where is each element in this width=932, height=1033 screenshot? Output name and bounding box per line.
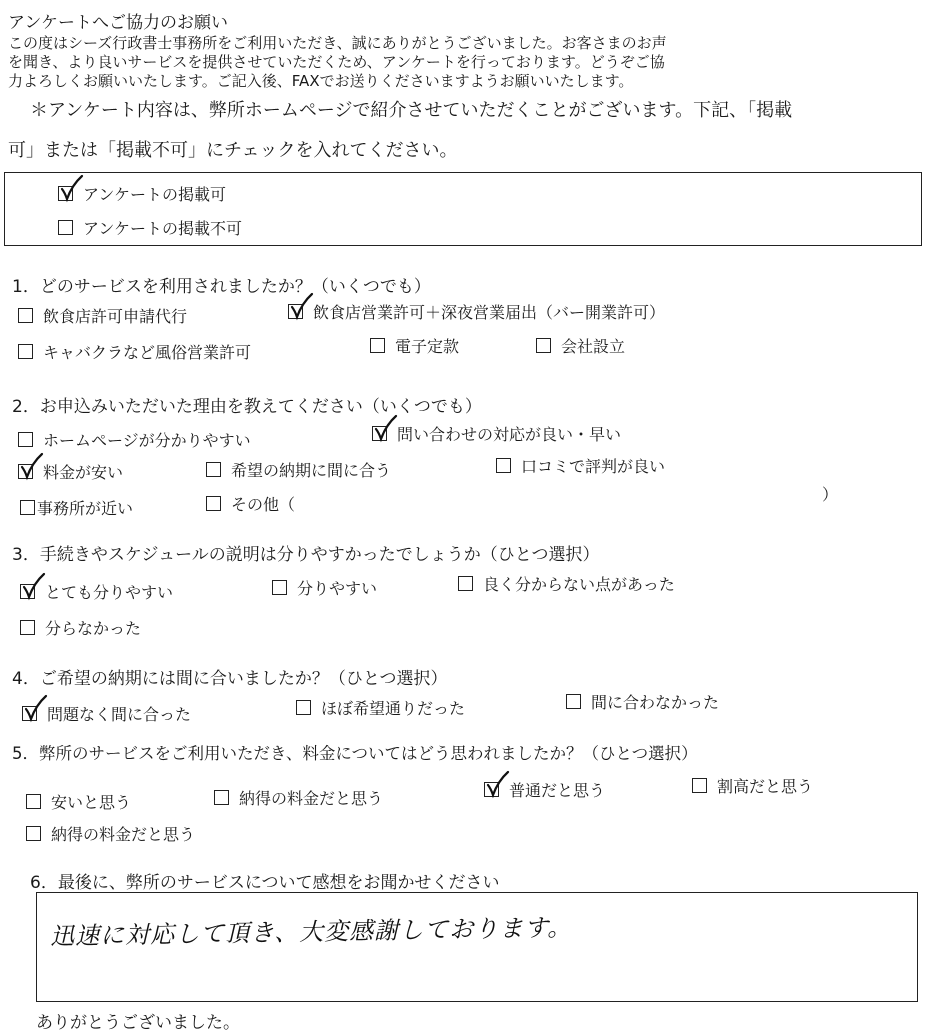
checkbox[interactable] [692,778,707,793]
q4-option[interactable] [22,702,191,725]
checkbox[interactable] [288,304,303,319]
option-label: 納得の料金だと思う [51,825,196,844]
checkmark-icon [21,453,43,479]
checkmark-icon [25,695,47,721]
handwritten-comment: 迅速に対応して頂き、大変感謝しております。 [49,913,573,951]
checkmark-icon [487,771,509,797]
option-label: 会社設立 [561,337,626,356]
option-label: とても分りやすい [45,583,174,602]
option-label: 納得の料金だと思う [239,789,384,808]
checkmark-icon [375,415,397,441]
intro-line: を聞き、より良いサービスを提供させていただくため、アンケートを行っております。どうぞご協 [8,53,665,71]
checkbox[interactable] [214,790,229,805]
option-label: 間に合わなかった [591,693,720,712]
question-5-label: 5．弊所のサービスをご利用いただき、料金についてはどう思われましたか？（ひとつ選択） [12,744,698,763]
option-label: 飲食店営業許可＋深夜営業届出（バー開業許可） [313,303,666,322]
checkbox[interactable] [18,432,33,447]
publish-note: ＊アンケート内容は、弊所ホームページで紹介させていただくことがございます。下記、「掲載 [30,100,793,121]
option-label: キャバクラなど風俗営業許可 [43,343,252,362]
option-label: 電子定款 [395,337,460,356]
q4-option[interactable] [296,696,465,719]
option-label: 希望の納期に間に合う [231,461,392,480]
checkbox[interactable] [26,826,41,841]
checkbox[interactable] [22,706,37,721]
option-label: 割高だと思う [717,777,814,796]
q2-option[interactable] [18,460,123,483]
checkbox[interactable] [20,500,35,515]
question-2-label: 2．お申込みいただいた理由を教えてください（いくつでも） [12,397,482,417]
checkbox[interactable] [18,308,33,323]
question-6-label: 6．最後に、弊所のサービスについて感想をお聞かせください [30,873,500,893]
q4-option[interactable] [566,690,719,713]
publish-note: 可」または「掲載不可」にチェックを入れてください。 [8,140,458,161]
option-label: 分りやすい [297,579,378,598]
checkbox[interactable] [536,338,551,353]
q5-option[interactable] [214,786,383,809]
q5-option[interactable] [26,790,131,813]
publish-option-deny[interactable] [58,216,242,239]
checkbox[interactable] [18,344,33,359]
option-label: 問い合わせの対応が良い・早い [397,425,622,444]
option-label: アンケートの掲載不可 [83,219,243,238]
option-label: その他（ [231,495,296,514]
q1-option[interactable] [536,334,625,357]
q1-option[interactable] [18,304,187,327]
option-label: アンケートの掲載可 [83,185,227,204]
q1-option[interactable] [288,300,665,323]
checkmark-icon [291,293,313,319]
checkbox[interactable] [272,580,287,595]
checkbox[interactable] [18,464,33,479]
checkbox[interactable] [370,338,385,353]
option-label: 事務所が近い [37,499,134,518]
option-label: 分らなかった [45,619,142,638]
option-label: 飲食店許可申請代行 [43,307,188,326]
option-label: 普通だと思う [509,781,606,800]
checkbox[interactable] [20,620,35,635]
checkbox[interactable] [58,186,73,201]
checkbox[interactable] [496,458,511,473]
question-1-label: 1．どのサービスを利用されましたか？（いくつでも） [12,277,431,297]
q3-option[interactable] [20,580,173,603]
q1-option[interactable] [370,334,459,357]
checkbox[interactable] [566,694,581,709]
other-paren-close: ） [822,485,839,504]
publish-option-allow[interactable] [58,182,226,205]
option-label: 安いと思う [51,793,132,812]
option-label: 問題なく間に合った [47,705,192,724]
intro-line: 力よろしくお願いいたします。ご記入後、FAXでお送りくださいますようお願いいたします。 [8,72,634,90]
q1-option[interactable] [18,340,251,363]
checkbox[interactable] [20,584,35,599]
q2-option[interactable] [206,458,391,481]
checkbox[interactable] [206,462,221,477]
q3-option[interactable] [272,576,377,599]
q3-option[interactable] [458,572,675,595]
q2-option-other[interactable] [206,492,295,515]
option-label: 料金が安い [43,463,124,482]
checkbox[interactable] [458,576,473,591]
q5-option[interactable] [26,822,195,845]
q2-option[interactable] [18,428,251,451]
checkbox[interactable] [206,496,221,511]
q3-option[interactable] [20,616,141,639]
intro-line: この度はシーズ行政書士事務所をご利用いただき、誠にありがとうございました。お客さまのお声 [8,34,667,52]
option-label: ほぼ希望通りだった [321,699,466,718]
q5-option[interactable] [692,774,813,797]
option-label: ホームページが分かりやすい [43,431,251,450]
survey-title: アンケートへご協力のお願い [8,13,228,33]
checkbox[interactable] [372,426,387,441]
checkbox[interactable] [484,782,499,797]
checkbox[interactable] [26,794,41,809]
option-label: 口コミで評判が良い [521,457,666,476]
checkbox[interactable] [296,700,311,715]
question-4-label: 4．ご希望の納期には間に合いましたか？（ひとつ選択） [12,669,448,689]
q2-option[interactable] [372,422,621,445]
checkbox[interactable] [58,220,73,235]
checkmark-icon [23,573,45,599]
q2-option[interactable] [496,454,665,477]
question-3-label: 3．手続きやスケジュールの説明は分りやすかったでしょうか（ひとつ選択） [12,545,600,565]
thank-you-text: ありがとうございました。 [36,1013,240,1033]
option-label: 良く分からない点があった [483,575,675,594]
checkmark-icon [61,175,83,201]
q5-option[interactable] [484,778,605,801]
q2-option[interactable] [20,496,133,519]
